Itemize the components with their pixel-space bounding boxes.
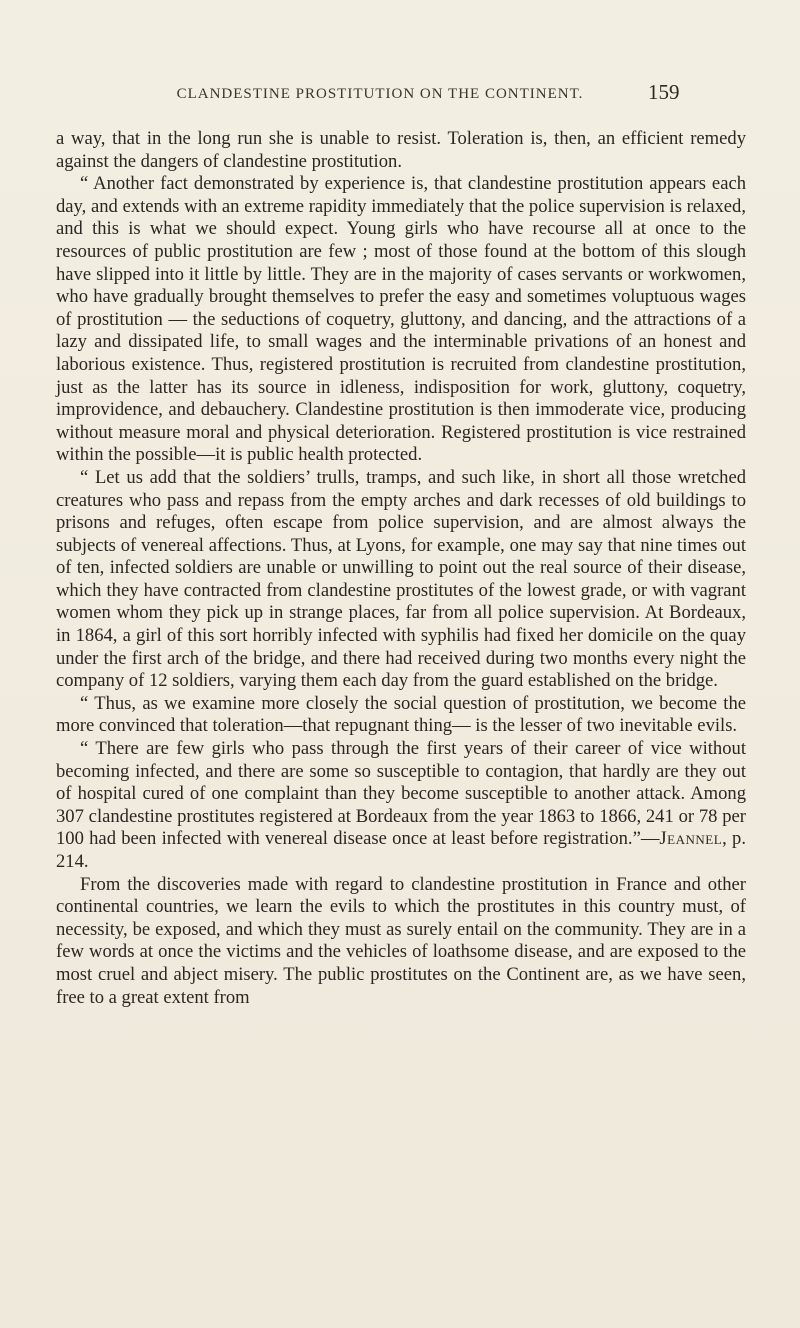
paragraph-2: “ Another fact demonstrated by experience is, that clandestine prostitution appears each day, and extends with an extreme rapidity immediately that the police supervision is relaxed, and this is what we should expect. Young girls who have recourse all at once to the resources of public prostitution are few ; most of those found at the bottom of this slough have slipped into it little by little. They are in the majority of cases servants or workwomen, who have gradually brought themselves to prefer the easy and sometimes voluptuous wages of prostitution — the seductions of coquetry, gluttony, and dancing, and the attractions of a lazy and dissipated life, to small wages and the interminable privations of an honest and laborious existence. Thus, registered prostitution is recruited from clandestine prostitution, just as the latter has its source in idleness, indisposition for work, gluttony, coquetry, improvidence, and debauchery. Clandestine prostitution is then immoderate vice, producing without measure moral and physical deterioration. Registered prostitution is vice restrained within the possible—it is public health protected.	[56, 173, 746, 466]
citation-author: Jeannel	[659, 828, 723, 850]
citation-page-ref: , p. 214.	[56, 828, 746, 872]
paragraph-4: “ Thus, as we examine more closely the social question of prostitution, we become the more convinced that toleration—that repugnant thing— is the lesser of two inevitable evils.	[56, 692, 746, 737]
page-number: 159	[648, 80, 680, 104]
paragraph-1: a way, that in the long run she is unable to resist. Toleration is, then, an efficient remedy against the dangers of clandestine prostitution.	[56, 128, 746, 172]
paragraph-5	[56, 738, 746, 874]
body-text	[56, 128, 746, 1009]
paragraph-5-text: “ There are few girls who pass through the first years of their career of vice without becoming infected, and there are some so susceptible to contagion, that hardly are they out of hospital cured of one complaint than they become susceptible to another attack. Among 307 clandestine prostitutes registered at Bordeaux from the year 1863 to 1866, 241 or 78 per 100 had been infected with venereal disease once at least before registration.”—	[56, 738, 746, 850]
paragraph-6: From the discoveries made with regard to clandestine prostitution in France and other continental countries, we learn the evils to which the prostitutes in this country must, of necessity, be exposed, and which they must as surely entail on the community. They are in a few words at once the victims and the vehicles of loathsome disease, and are exposed to the most cruel and abject misery. The public prostitutes on the Continent are, as we have seen, free to a great extent from	[56, 873, 746, 1008]
running-head: CLANDESTINE PROSTITUTION ON THE CONTINENT.	[176, 86, 584, 102]
paragraph-3: “ Let us add that the soldiers’ trulls, tramps, and such like, in short all those wretched creatures who pass and repass from the empty arches and dark recesses of old buildings to prisons and refuges, often escape from police supervision, and are almost always the subjects of venereal affections. Thus, at Lyons, for example, one may say that nine times out of ten, infected soldiers are unable or unwilling to point out the real source of their disease, which they have contracted from clandestine prostitutes of the lowest grade, or with vagrant women whom they pick up in strange places, far from all police supervision. At Bordeaux, in 1864, a girl of this sort horribly infected with syphilis had fixed her domicile on the quay under the first arch of the bridge, and there had received during two months every night the company of 12 soldiers, varying them each day from the guard established on the bridge.	[56, 466, 746, 692]
